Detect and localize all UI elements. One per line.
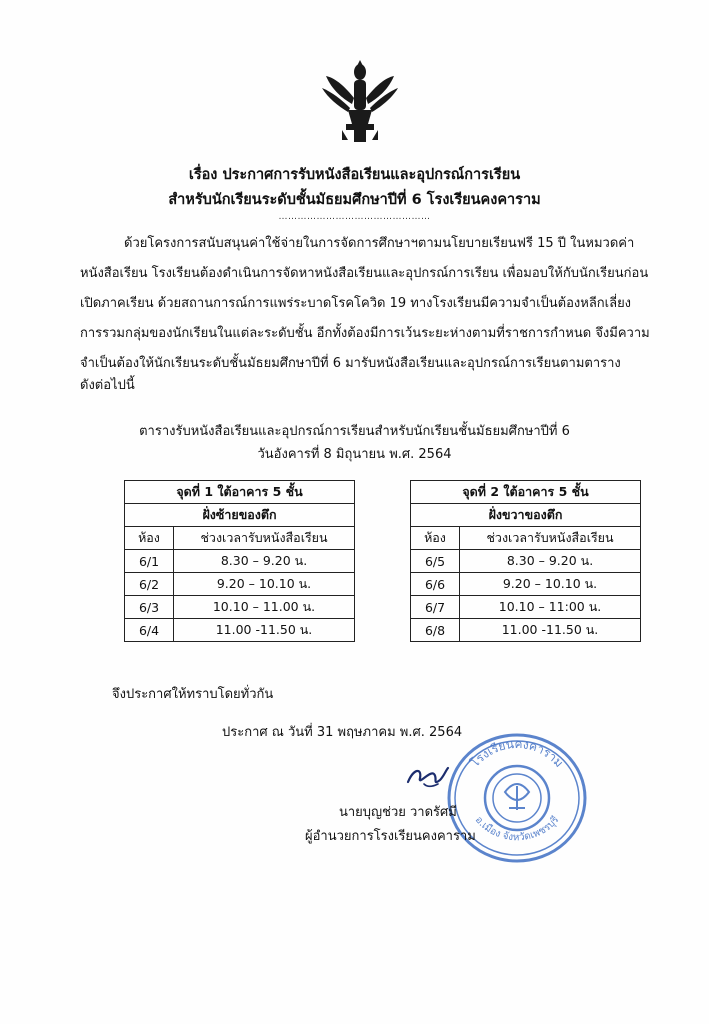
point-header: จุดที่ 1 ใต้อาคาร 5 ชั้น [125,481,355,504]
seal-text-top: โรงเรียนคงคาราม [467,736,567,770]
table-header-row [125,481,355,504]
side-header: ฝั่งซ้ายของตึก [125,504,355,527]
table-header-row [411,481,641,504]
room-cell: 6/2 [125,573,174,596]
room-cell: 6/1 [125,550,174,573]
dated-text: ประกาศ ณ วันที่ 31 พฤษภาคม พ.ศ. 2564 [222,725,463,740]
schedule-table-left [124,480,355,642]
separator-dots: ………………………………………… [278,212,431,222]
time-cell: 9.20 – 10.10 น. [174,573,355,596]
room-cell: 6/5 [411,550,460,573]
body-line-3: เปิดภาคเรียน ด้วยสถานการณ์การแพร่ระบาดโรคโควิด 19 ทางโรงเรียนมีความจำเป็นต้องหลีกเลี่ยง [80,296,632,311]
room-cell: 6/8 [411,619,460,642]
table-column-header-row [411,527,641,550]
table-header-row [125,504,355,527]
column-header-time: ช่วงเวลารับหนังสือเรียน [460,527,641,550]
time-cell: 11.00 -11.50 น. [460,619,641,642]
garuda-emblem-icon [318,58,402,146]
body-line-6: ดังต่อไปนี้ [80,378,135,393]
table-row [125,619,355,642]
announcement-text: จึงประกาศให้ทราบโดยทั่วกัน [112,687,274,702]
seal-text-bottom: อ.เมือง จังหวัดเพชรบุรี [472,814,562,844]
subject-line-2: สำหรับนักเรียนระดับชั้นมัธยมศึกษาปีที่ 6 โรงเรียนคงคาราม [168,192,541,208]
table-row [125,550,355,573]
table-column-header-row [125,527,355,550]
body-line-5: จำเป็นต้องให้นักเรียนระดับชั้นมัธยมศึกษาปีที่ 6 มารับหนังสือเรียนและอุปกรณ์การเรียนตามตาราง [80,356,621,371]
signer-title: ผู้อำนวยการโรงเรียนคงคาราม [305,829,476,844]
table-row [125,596,355,619]
table-row [411,596,641,619]
table-row [411,619,641,642]
room-cell: 6/3 [125,596,174,619]
table-header-row [411,504,641,527]
body-line-1: ด้วยโครงการสนับสนุนค่าใช้จ่ายในการจัดการศึกษาฯตามนโยบายเรียนฟรี 15 ปี ในหมวดค่า [124,236,635,251]
time-cell: 8.30 – 9.20 น. [460,550,641,573]
schedule-table-right [410,480,641,642]
subject-line-1: เรื่อง ประกาศการรับหนังสือเรียนและอุปกรณ์การเรียน [188,167,521,183]
side-header: ฝั่งขวาของตึก [411,504,641,527]
table-title-line-2: วันอังคารที่ 8 มิถุนายน พ.ศ. 2564 [257,447,452,462]
table-title-line-1: ตารางรับหนังสือเรียนและอุปกรณ์การเรียนสำหรับนักเรียนชั้นมัธยมศึกษาปีที่ 6 [139,424,570,439]
signer-name: นายบุญช่วย วาดรัศมี [339,805,457,820]
room-cell: 6/7 [411,596,460,619]
body-line-4: การรวมกลุ่มของนักเรียนในแต่ละระดับชั้น อีกทั้งต้องมีการเว้นระยะห่างตามที่ราชการกำหนด จึงมีความ [80,326,650,341]
time-cell: 11.00 -11.50 น. [174,619,355,642]
time-cell: 9.20 – 10.10 น. [460,573,641,596]
table-row [411,573,641,596]
signature-icon [404,760,450,790]
time-cell: 8.30 – 9.20 น. [174,550,355,573]
time-cell: 10.10 – 11:00 น. [460,596,641,619]
column-header-time: ช่วงเวลารับหนังสือเรียน [174,527,355,550]
column-header-room: ห้อง [411,527,460,550]
column-header-room: ห้อง [125,527,174,550]
body-line-2: หนังสือเรียน โรงเรียนต้องดำเนินการจัดหาหนังสือเรียนและอุปกรณ์การเรียน เพื่อมอบให้กับนักเรียนก่อน [80,266,649,281]
time-cell: 10.10 – 11.00 น. [174,596,355,619]
point-header: จุดที่ 2 ใต้อาคาร 5 ชั้น [411,481,641,504]
room-cell: 6/6 [411,573,460,596]
table-row [125,573,355,596]
table-row [411,550,641,573]
room-cell: 6/4 [125,619,174,642]
